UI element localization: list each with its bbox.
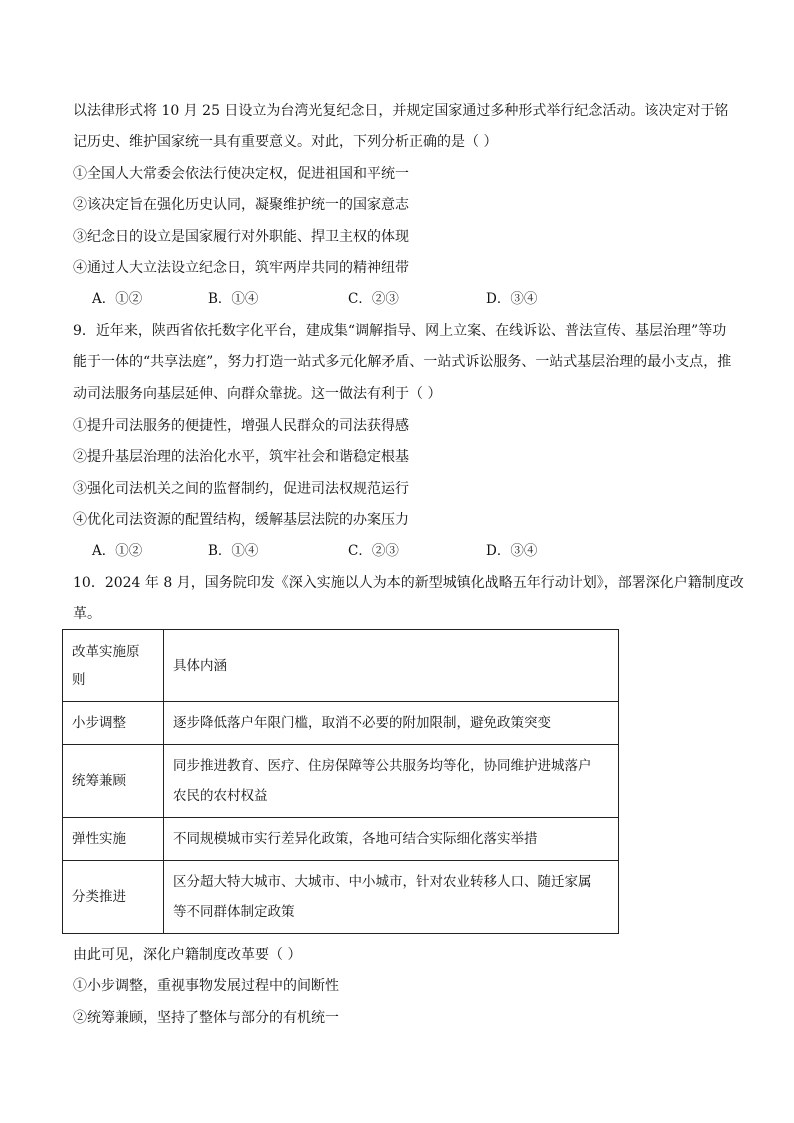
table-cell-principle: 分类推进 [63,861,164,934]
table-row [63,861,619,934]
q8-option-d[interactable]: D．③④ [486,291,538,307]
table-cell-content [164,861,619,934]
table-row [63,818,619,861]
table-header-content: 具体内涵 [164,630,619,702]
q9-stem-line2: 能于一体的“共享法庭”，努力打造一站式多元化解矛盾、一站式诉讼服务、一站式基层治理的最小支点，推 [73,354,732,370]
q10-stem-line2: 革。 [73,606,101,622]
q9-item-1: ①提升司法服务的便捷性，增强人民群众的司法获得感 [73,418,409,434]
table-cell-content: 逐步降低落户年限门槛，取消不必要的附加限制，避免政策突变 [164,702,619,745]
q8-item-2: ②该决定旨在强化历史认同，凝聚维护统一的国家意志 [73,197,409,213]
q8-item-4: ④通过人大立法设立纪念日，筑牢两岸共同的精神纽带 [73,260,409,276]
q9-item-4: ④优化司法资源的配置结构，缓解基层法院的办案压力 [73,512,409,528]
table-cell-content-line1: 同步推进教育、医疗、住房保障等公共服务均等化，协同维护进城落户 [173,758,592,774]
table-header-principle: 改革实施原则 [63,630,164,702]
q10-item-2: ②统筹兼顾，坚持了整体与部分的有机统一 [73,1010,339,1026]
q10-after-text: 由此可见，深化户籍制度改革要（ ） [73,947,302,963]
q9-option-a[interactable]: A．①② [92,543,143,559]
table-cell-content [164,745,619,818]
q9-stem-line3: 动司法服务向基层延伸、向群众靠拢。这一做法有利于（ ） [73,386,442,402]
table-row [63,745,619,818]
q8-item-1: ①全国人大常委会依法行使决定权，促进祖国和平统一 [73,166,409,182]
q9-option-d[interactable]: D．③④ [486,543,538,559]
table-cell-content-line1: 区分超大特大城市、大城市、中小城市，针对农业转移人口、随迁家属 [173,874,592,890]
q10-item-1: ①小步调整，重视事物发展过程中的间断性 [73,978,339,994]
q8-option-b[interactable]: B．①④ [208,291,259,307]
table-header-row [63,630,619,702]
q8-stem-line2: 记历史、维护国家统一具有重要意义。对此，下列分析正确的是（ ） [73,134,498,150]
q9-item-2: ②提升基层治理的法治化水平，筑牢社会和谐稳定根基 [73,449,409,465]
table-row [63,702,619,745]
reform-table [62,629,619,934]
table-cell-principle: 统筹兼顾 [63,745,164,818]
table-cell-content: 不同规模城市实行差异化政策，各地可结合实际细化落实举措 [164,818,619,861]
q8-option-c[interactable]: C．②③ [348,291,399,307]
q8-option-a[interactable]: A．①② [92,291,143,307]
table-cell-content-line2: 农民的农村权益 [173,788,268,804]
table-cell-content-line2: 等不同群体制定政策 [173,904,295,920]
q8-stem-line1: 以法律形式将 10 月 25 日设立为台湾光复纪念日，并规定国家通过多种形式举行纪念活动。该决定对于铭 [73,103,729,119]
q9-stem-line1: 9．近年来，陕西省依托数字化平台，建成集“调解指导、网上立案、在线诉讼、普法宣传、基层治理”等功 [73,323,727,339]
table-cell-principle: 弹性实施 [63,818,164,861]
q9-item-3: ③强化司法机关之间的监督制约，促进司法权规范运行 [73,481,409,497]
q9-option-c[interactable]: C．②③ [348,543,399,559]
q10-stem-line1: 10．2024 年 8 月，国务院印发《深入实施以人为本的新型城镇化战略五年行动计划》，部署深化户籍制度改 [73,575,744,591]
q8-item-3: ③纪念日的设立是国家履行对外职能、捍卫主权的体现 [73,229,409,245]
q9-option-b[interactable]: B．①④ [208,543,259,559]
table-cell-principle: 小步调整 [63,702,164,745]
